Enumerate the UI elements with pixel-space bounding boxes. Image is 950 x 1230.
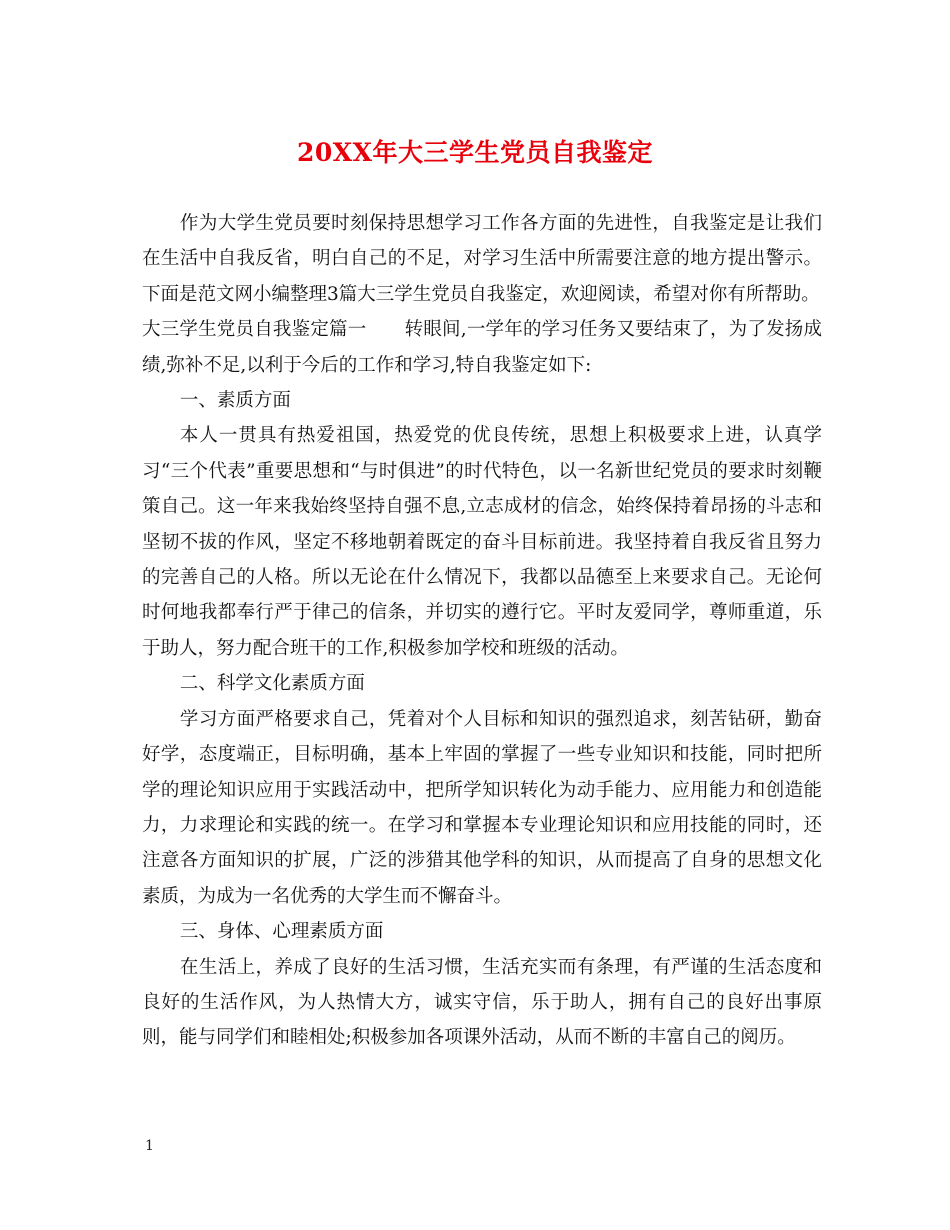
section-label: 大三学生党员自我鉴定篇一 (142, 319, 367, 341)
body-mind-paragraph: 在生活上，养成了良好的生活习惯，生活充实而有条理，有严谨的生活态度和良好的生活作风，为人热情大方，诚实守信，乐于助人，拥有自己的良好出事原则，能与同学们和睦相处;积极参加各项课外活动，从而不断的丰富自己的阅历。 (142, 956, 822, 1049)
page-number: 1 (145, 1138, 154, 1154)
section-one-paragraph (142, 312, 822, 383)
document-title: 20XX年大三学生党员自我鉴定 (296, 138, 654, 167)
section-opening-text: 转眼间,一学年的学习任务又要结束了，为了发扬成绩,弥补不足,以利于今后的工作和学习,特自我鉴定如下: (142, 319, 822, 376)
heading-body-mind: 三、身体、心理素质方面 (179, 921, 384, 943)
heading-quality: 一、素质方面 (179, 390, 291, 412)
quality-paragraph: 本人一贯具有热爱祖国，热爱党的优良传统，思想上积极要求上进，认真学习“三个代表”重要思想和“与时俱进”的时代特色，以一名新世纪党员的要求时刻鞭策自己。这一年来我始终坚持自强不息,立志成材的信念，始终保持着昂扬的斗志和坚韧不拔的作风，坚定不移地朝着既定的奋斗目标前进。我坚持着自我反省且努力的完善自己的人格。所以无论在什么情况下，我都以品德至上来要求自己。无论何时何地我都奉行严于律己的信条，并切实的遵行它。平时友爱同学，尊师重道，乐于助人，努力配合班干的工作,积极参加学校和班级的活动。 (142, 425, 822, 659)
heading-science-culture: 二、科学文化素质方面 (179, 673, 365, 695)
intro-paragraph: 作为大学生党员要时刻保持思想学习工作各方面的先进性，自我鉴定是让我们在生活中自我反省，明白自己的不足，对学习生活中所需要注意的地方提出警示。下面是范文网小编整理3篇大三学生党员自我鉴定，欢迎阅读，希望对你有所帮助。 (142, 213, 822, 305)
science-culture-paragraph: 学习方面严格要求自己，凭着对个人目标和知识的强烈追求，刻苦钻研，勤奋好学，态度端正，目标明确，基本上牢固的掌握了一些专业知识和技能，同时把所学的理论知识应用于实践活动中，把所学知识转化为动手能力、应用能力和创造能力，力求理论和实践的统一。在学习和掌握本专业理论知识和应用技能的同时，还注意各方面知识的扩展，广泛的涉猎其他学科的知识，从而提高了自身的思想文化素质，为成为一名优秀的大学生而不懈奋斗。 (142, 708, 822, 907)
document-body (142, 206, 822, 1056)
